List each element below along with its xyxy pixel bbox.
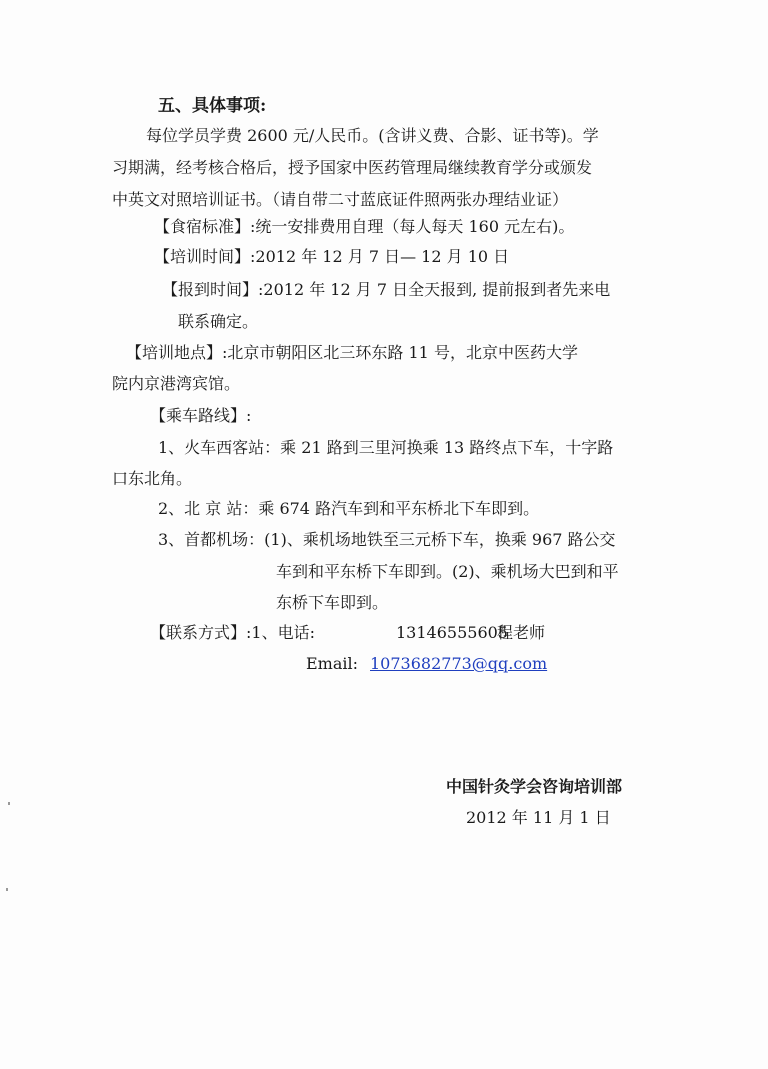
route-3-line-1: 3、首都机场：(1)、乘机场地铁至三元桥下车，换乘 967 路公交 bbox=[158, 530, 616, 549]
scan-speck bbox=[6, 888, 8, 891]
section-heading: 五、具体事项: bbox=[158, 96, 267, 116]
training-time-text: 2012 年 12 月 7 日— 12 月 10 日 bbox=[255, 247, 510, 266]
fee-line-1: 每位学员学费 2600 元/人民币。(含讲义费、合影、证书等)。学 bbox=[146, 126, 599, 145]
contact-person: 程老师 bbox=[497, 623, 546, 642]
registration-label: 【报到时间】: bbox=[162, 280, 264, 299]
fee-line-3: 中英文对照培训证书。（请自带二寸蓝底证件照两张办理结业证） bbox=[112, 190, 569, 209]
location-text-2: 院内京港湾宾馆。 bbox=[112, 374, 241, 393]
location-text: 北京市朝阳区北三环东路 11 号，北京中医药大学 bbox=[227, 343, 578, 362]
contact-phone: 13146555605 bbox=[396, 623, 508, 642]
signature-date: 2012 年 11 月 1 日 bbox=[466, 808, 611, 827]
registration-row bbox=[162, 278, 610, 302]
scan-speck bbox=[8, 802, 10, 805]
route-3-line-3: 东桥下车即到。 bbox=[276, 593, 389, 612]
contact-row bbox=[150, 621, 315, 645]
registration-text-2: 联系确定。 bbox=[178, 312, 259, 331]
fee-line-2: 习期满，经考核合格后，授予国家中医药管理局继续教育学分或颁发 bbox=[112, 158, 593, 177]
lodging-text: 统一安排费用自理（每人每天 160 元左右)。 bbox=[255, 217, 575, 236]
training-time-label: 【培训时间】: bbox=[154, 247, 256, 266]
route-3-line-2: 车到和平东桥下车即到。(2)、乘机场大巴到和平 bbox=[276, 562, 619, 581]
email-link[interactable]: 1073682773@qq.com bbox=[370, 654, 548, 673]
location-label: 【培训地点】: bbox=[126, 343, 228, 362]
training-time-row bbox=[154, 245, 509, 269]
contact-phone-prefix: 1、电话: bbox=[251, 623, 315, 642]
routes-label: 【乘车路线】: bbox=[150, 406, 252, 425]
signature-organization: 中国针灸学会咨询培训部 bbox=[446, 777, 623, 796]
contact-label: 【联系方式】: bbox=[150, 623, 252, 642]
lodging-label: 【食宿标准】: bbox=[154, 217, 256, 236]
location-row bbox=[126, 341, 578, 365]
route-2: 2、北 京 站：乘 674 路汽车到和平东桥北下车即到。 bbox=[158, 499, 540, 518]
route-1-line-2: 口东北角。 bbox=[112, 469, 193, 488]
lodging-row bbox=[154, 215, 574, 239]
email-label: Email: bbox=[306, 654, 359, 673]
route-1-line-1: 1、火车西客站：乘 21 路到三里河换乘 13 路终点下车，十字路 bbox=[158, 438, 614, 457]
registration-text: 2012 年 12 月 7 日全天报到, 提前报到者先来电 bbox=[263, 280, 611, 299]
